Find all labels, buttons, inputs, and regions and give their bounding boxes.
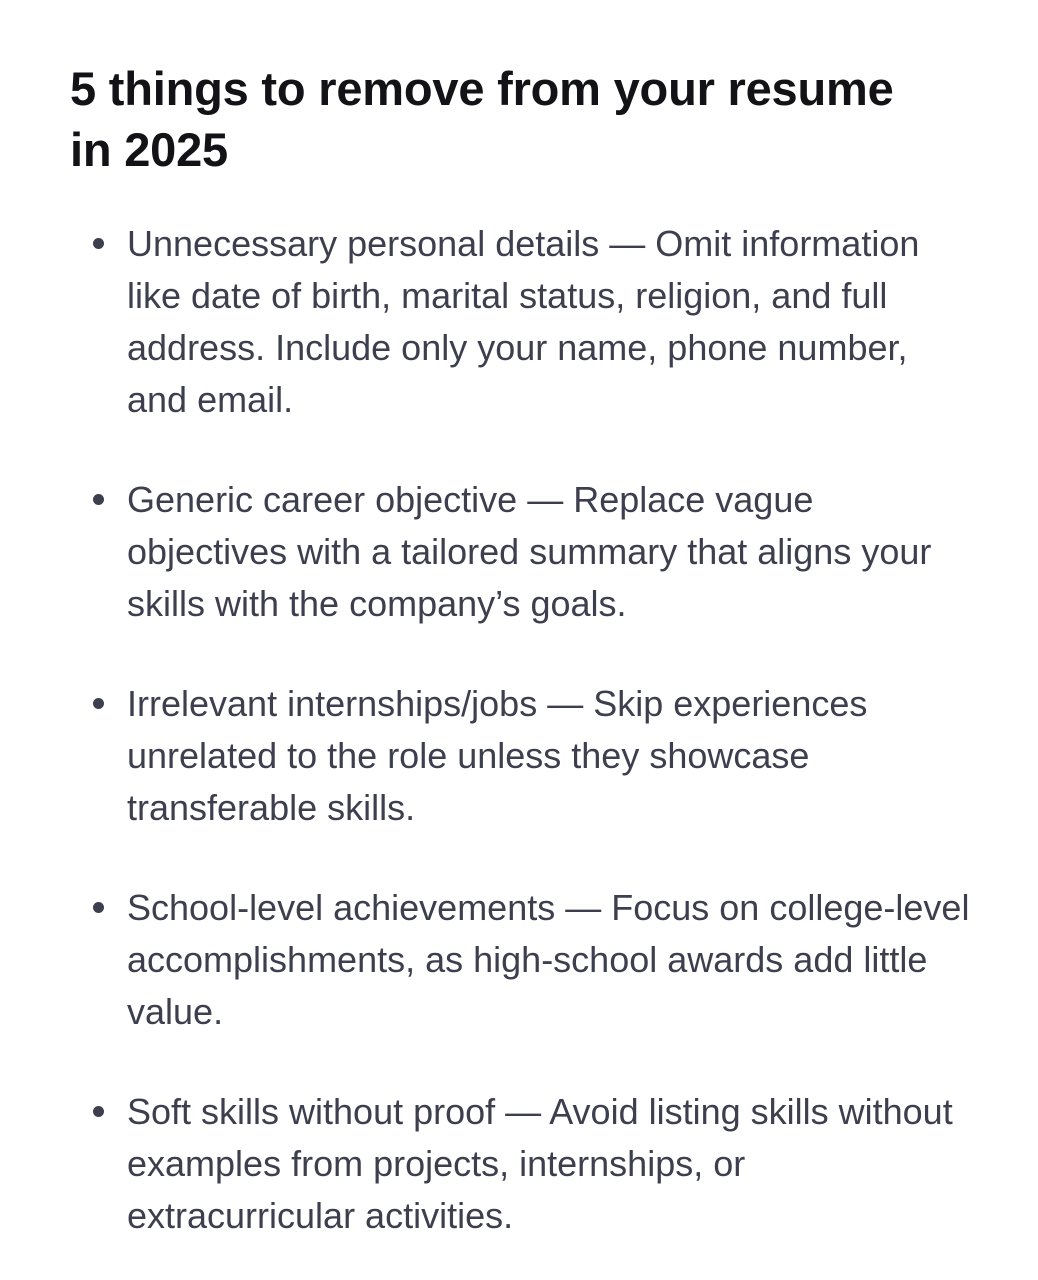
- list-item-description: Skip experiences unrelated to the role unless they showcase transferable skills.: [127, 683, 868, 828]
- list-item-text: [127, 474, 970, 630]
- list-item-text: [127, 882, 970, 1038]
- title-line-1: 5 things to remove from your resume: [70, 62, 894, 115]
- list-item-heading: School-level achievements: [127, 887, 556, 928]
- article: [70, 58, 970, 1242]
- list-item-separator: —: [599, 223, 656, 264]
- list-item-text: [127, 1086, 970, 1242]
- bullet-dot-icon: [93, 902, 104, 913]
- list-item: [70, 218, 970, 426]
- bullet-dot-icon: [93, 238, 104, 249]
- list-item-heading: Soft skills without proof: [127, 1091, 496, 1132]
- page-title: [70, 58, 970, 180]
- list-item: [70, 1086, 970, 1242]
- list-item-separator: —: [537, 683, 594, 724]
- list-item-separator: —: [517, 479, 574, 520]
- list-item-separator: —: [555, 887, 612, 928]
- list-item-heading: Generic career objective: [127, 479, 518, 520]
- list-item: [70, 882, 970, 1038]
- list-item-text: [127, 218, 970, 426]
- list-item-heading: Irrelevant internships/jobs: [127, 683, 538, 724]
- list-item-text: [127, 678, 970, 834]
- list-item-description: Focus on college-level accomplishments, as high-school awards add little value.: [127, 887, 970, 1032]
- list-item-heading: Unnecessary personal details: [127, 223, 600, 264]
- list-item-description: Omit information like date of birth, marital status, religion, and full address. Include only your name, phone number, and email.: [127, 223, 920, 420]
- list-item-description: Avoid listing skills without examples from projects, internships, or extracurricular activities.: [127, 1091, 953, 1236]
- bullet-dot-icon: [93, 698, 104, 709]
- bullet-dot-icon: [93, 1106, 104, 1117]
- bullet-list: [70, 218, 970, 1242]
- list-item-separator: —: [495, 1091, 550, 1132]
- list-item: [70, 474, 970, 630]
- list-item-description: Replace vague objectives with a tailored summary that aligns your skills with the company’s goals.: [127, 479, 932, 624]
- bullet-dot-icon: [93, 494, 104, 505]
- title-line-2: in 2025: [70, 123, 228, 176]
- list-item: [70, 678, 970, 834]
